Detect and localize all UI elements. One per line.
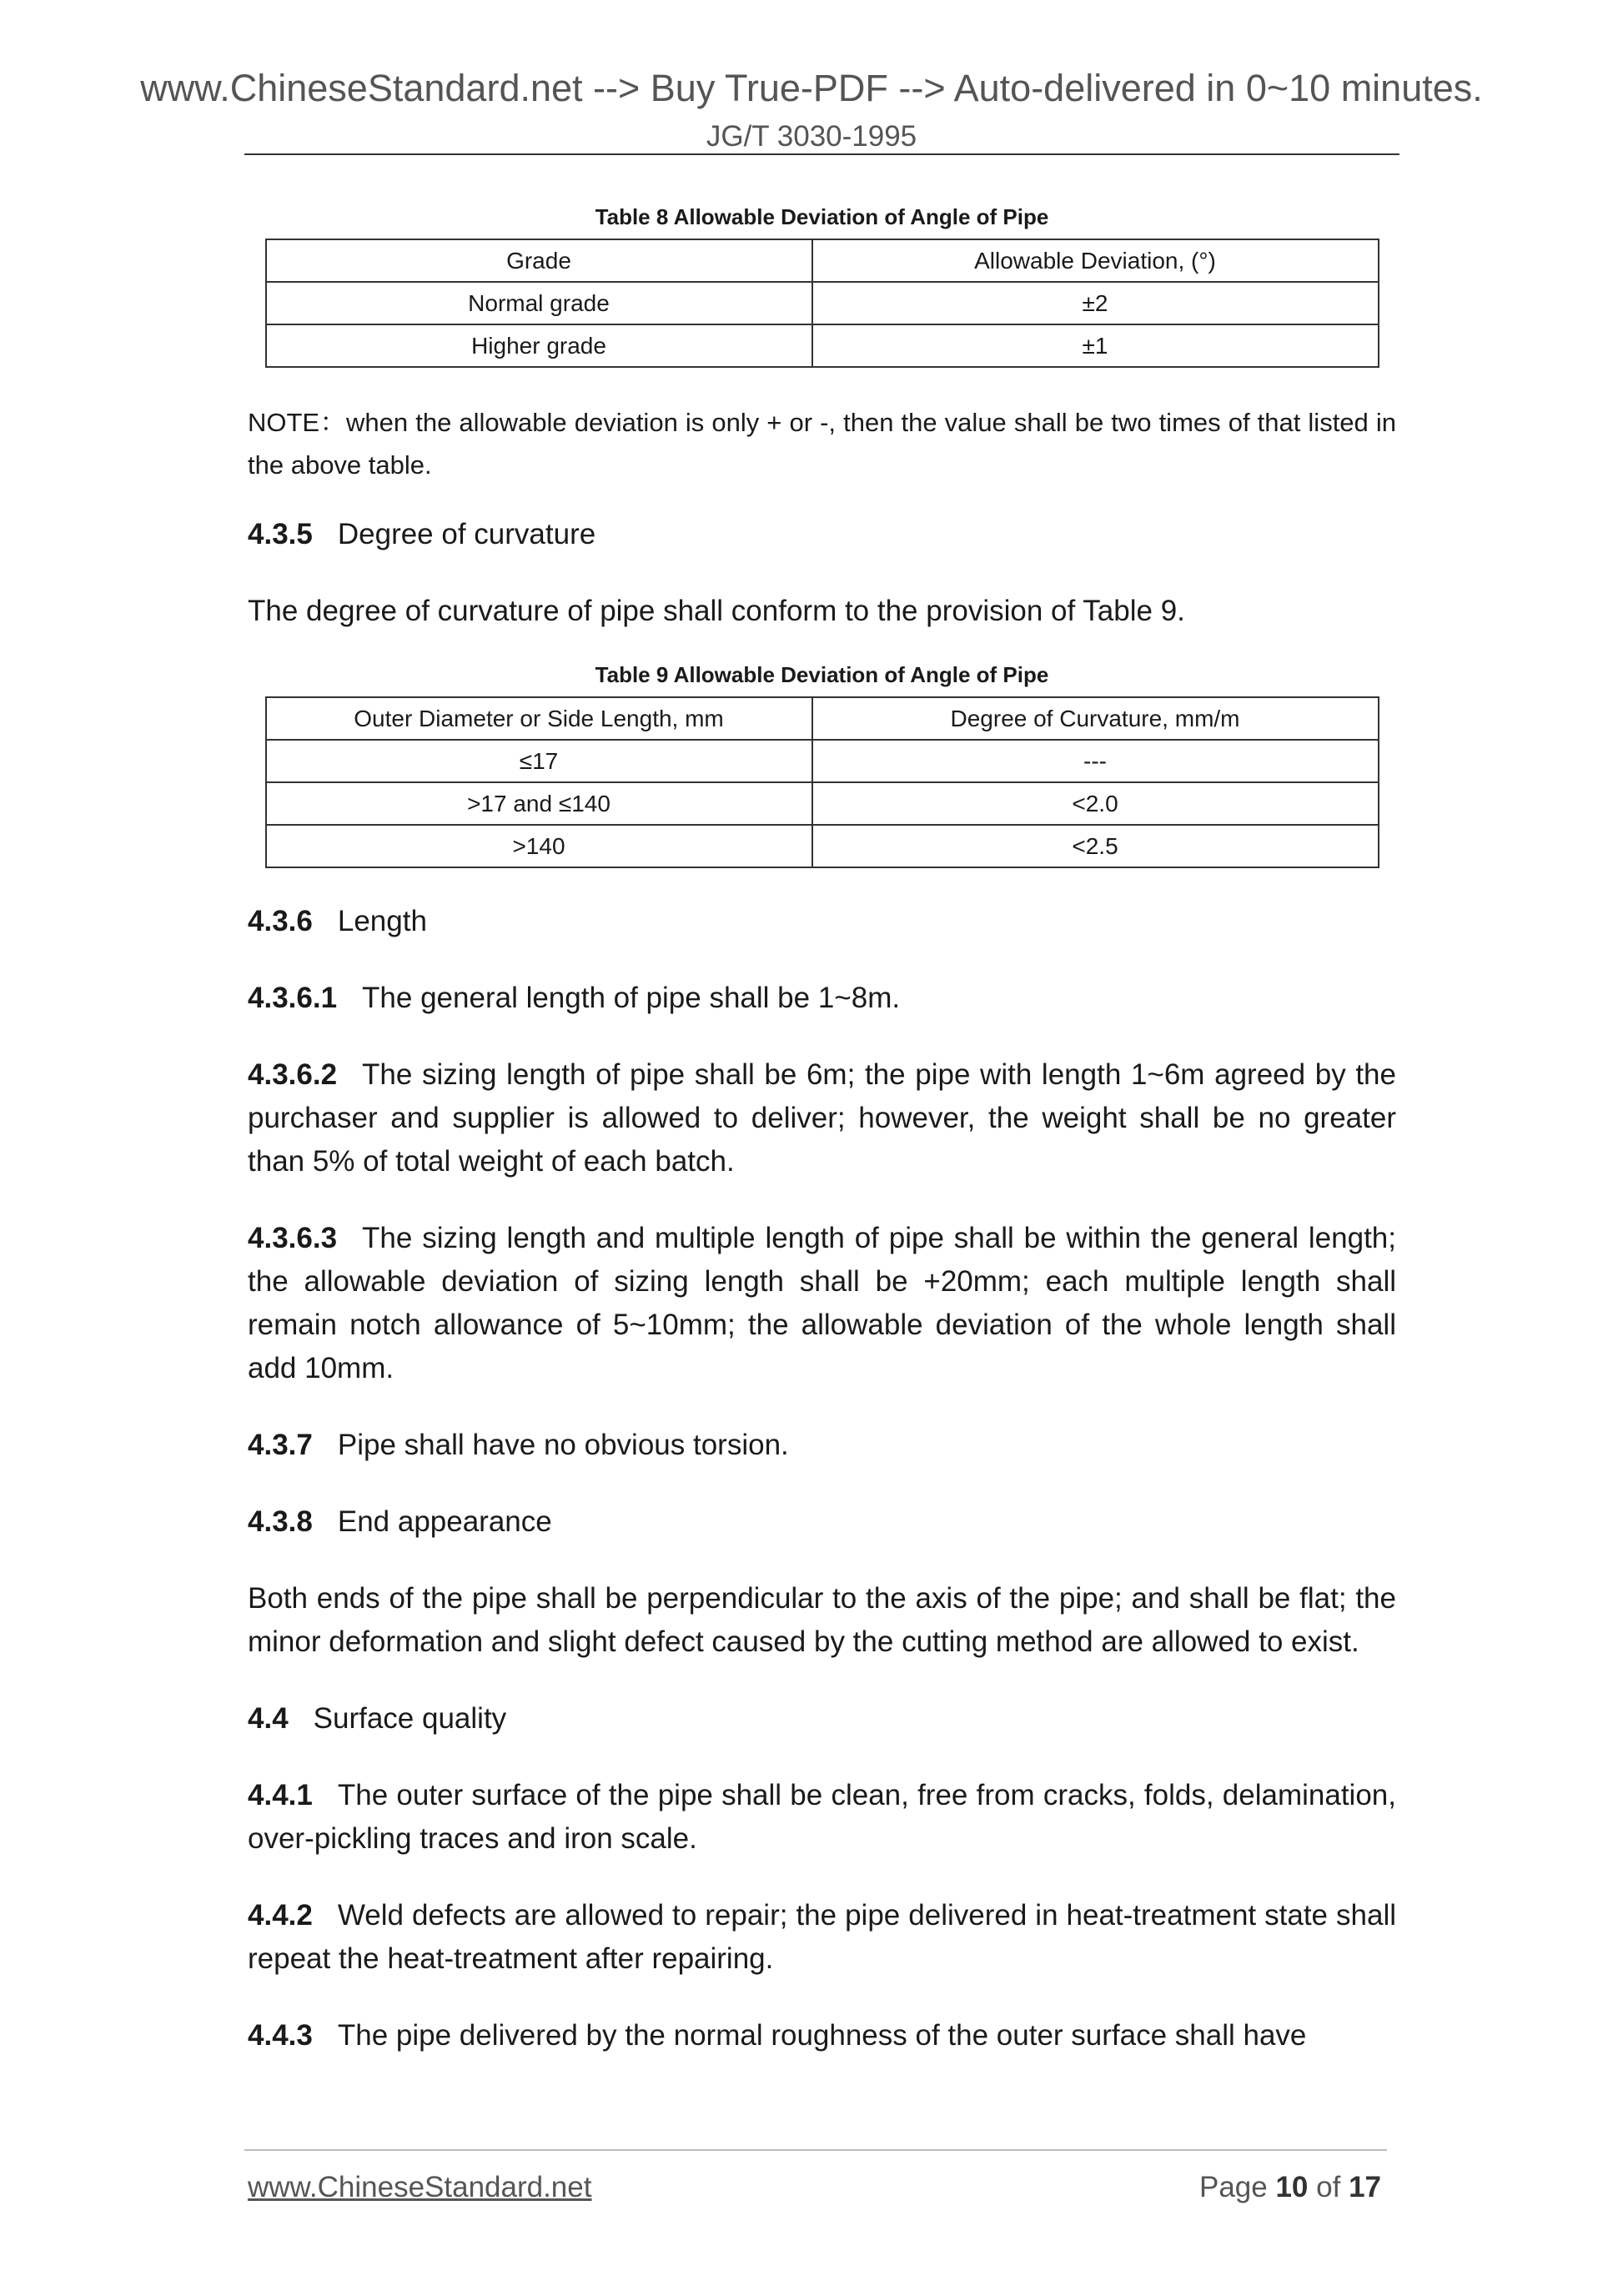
table-cell: <2.0 <box>812 782 1379 825</box>
section-heading-4-3-8 <box>248 1500 1396 1544</box>
table-8 <box>265 239 1379 368</box>
page-of-label: of <box>1316 2171 1341 2203</box>
column-header: Outer Diameter or Side Length, mm <box>266 697 812 740</box>
table-cell: --- <box>812 740 1379 782</box>
table-cell: <2.5 <box>812 825 1379 867</box>
table-row <box>266 740 1379 782</box>
clause-number: 4.4.3 <box>248 2019 313 2052</box>
header-banner[interactable]: www.ChineseStandard.net --> Buy True-PDF --> Auto-delivered in 0~10 minutes. <box>140 67 1483 109</box>
section-heading-4-4 <box>248 1697 1396 1741</box>
footer-site-link[interactable]: www.ChineseStandard.net <box>248 2171 592 2203</box>
table-cell: >140 <box>266 825 812 867</box>
document-body <box>248 200 1396 2057</box>
clause-text: The pipe delivered by the normal roughness of the outer surface shall have <box>337 2019 1307 2052</box>
table-row <box>266 282 1379 324</box>
section-title: Surface quality <box>313 1702 507 1735</box>
section-title: Length <box>337 905 427 937</box>
page-header <box>0 63 1623 157</box>
clause-4-3-6-3 <box>248 1217 1396 1390</box>
section-number: 4.3.6 <box>248 905 313 937</box>
clause-4-4-1 <box>248 1774 1396 1861</box>
clause-text: The outer surface of the pipe shall be clean, free from cracks, folds, delamination, over-pickling traces and iron scale. <box>248 1779 1396 1855</box>
table-cell: Normal grade <box>266 282 812 324</box>
section-heading-4-3-5 <box>248 513 1396 556</box>
table-note: NOTE：when the allowable deviation is only + or -, then the value shall be two times of that listed in the above table. <box>248 408 1396 480</box>
table-8-caption: Table 8 Allowable Deviation of Angle of Pipe <box>595 204 1049 229</box>
clause-number: 4.4.1 <box>248 1779 313 1811</box>
table-9-caption: Table 9 Allowable Deviation of Angle of Pipe <box>595 662 1049 687</box>
clause-text: The sizing length and multiple length of pipe shall be within the general length; the allowable deviation of sizing length shall be +20mm; each multiple length shall remain notch allowance of 5~10mm; the allowable deviation of the whole length shall add 10mm. <box>248 1222 1396 1384</box>
table-9 <box>265 696 1379 868</box>
table-cell: ±1 <box>812 324 1379 367</box>
page-label: Page <box>1198 2171 1268 2203</box>
clause-4-3-6-1 <box>248 977 1396 1020</box>
current-page: 10 <box>1275 2171 1309 2203</box>
clause-4-3-6-2 <box>248 1053 1396 1183</box>
page-number <box>1199 2171 1381 2204</box>
section-title: Degree of curvature <box>337 518 596 550</box>
section-number: 4.3.5 <box>248 518 313 550</box>
table-header-row <box>266 239 1379 282</box>
table-cell: ±2 <box>812 282 1379 324</box>
total-pages: 17 <box>1349 2171 1381 2203</box>
clause-number: 4.3.7 <box>248 1429 313 1461</box>
section-number: 4.4 <box>248 1702 289 1735</box>
column-header: Grade <box>266 239 812 282</box>
clause-4-3-7 <box>248 1424 1396 1467</box>
clause-4-4-3 <box>248 2014 1396 2057</box>
table-row <box>266 324 1379 367</box>
table-cell: >17 and ≤140 <box>266 782 812 825</box>
clause-number: 4.3.6.3 <box>248 1222 338 1254</box>
section-number: 4.3.8 <box>248 1505 313 1538</box>
column-header: Degree of Curvature, mm/m <box>812 697 1379 740</box>
header-divider <box>244 153 1399 155</box>
clause-text: Weld defects are allowed to repair; the pipe delivered in heat-treatment state shall repeat the heat-treatment after repairing. <box>248 1899 1396 1975</box>
paragraph: The degree of curvature of pipe shall conform to the provision of Table 9. <box>248 595 1185 627</box>
clause-text: The general length of pipe shall be 1~8m. <box>362 982 901 1014</box>
clause-number: 4.3.6.2 <box>248 1058 338 1091</box>
section-heading-4-3-6 <box>248 900 1396 943</box>
clause-number: 4.4.2 <box>248 1899 313 1932</box>
clause-text: The sizing length of pipe shall be 6m; the pipe with length 1~6m agreed by the purchaser and supplier is allowed to deliver; however, the weight shall be no greater than 5% of total weight of each batch. <box>248 1058 1396 1178</box>
clause-4-4-2 <box>248 1894 1396 1981</box>
standard-code: JG/T 3030-1995 <box>706 120 917 153</box>
clause-number: 4.3.6.1 <box>248 982 338 1014</box>
table-cell: ≤17 <box>266 740 812 782</box>
table-header-row <box>266 697 1379 740</box>
table-row <box>266 825 1379 867</box>
table-cell: Higher grade <box>266 324 812 367</box>
paragraph: Both ends of the pipe shall be perpendicular to the axis of the pipe; and shall be flat; the minor deformation and slight defect caused by the cutting method are allowed to exist. <box>248 1582 1396 1658</box>
column-header: Allowable Deviation, (°) <box>812 239 1379 282</box>
footer-divider <box>244 2149 1387 2151</box>
section-title: End appearance <box>337 1505 552 1538</box>
table-row <box>266 782 1379 825</box>
clause-text: Pipe shall have no obvious torsion. <box>337 1429 789 1461</box>
